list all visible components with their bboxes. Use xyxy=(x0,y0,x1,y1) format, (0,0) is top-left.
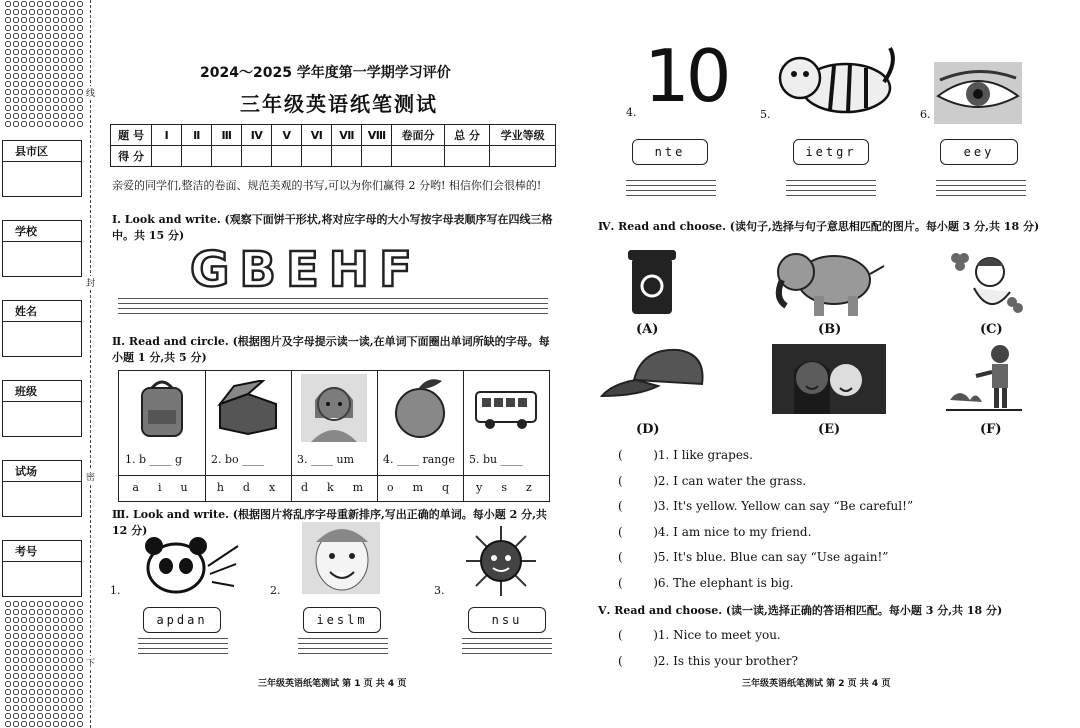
cut-mark: 线 xyxy=(86,86,95,99)
letter-options[interactable]: d k m xyxy=(300,481,368,494)
score-header-cell: Ⅷ xyxy=(362,125,392,146)
scrambled-word-box: apdan xyxy=(143,607,221,633)
dot-pattern-top xyxy=(4,0,84,128)
score-cell[interactable] xyxy=(272,146,302,167)
scrambled-word-box: ieslm xyxy=(303,607,381,633)
match-question[interactable]: ( )1. I like grapes. xyxy=(618,448,753,462)
letter-options[interactable]: o m q xyxy=(386,481,454,494)
intro-text: 亲爱的同学们,整洁的卷面、规范美观的书写,可以为你们赢得 2 分哟! 相信你们会很棒的! xyxy=(112,179,542,192)
item-number: 1. xyxy=(110,584,121,597)
score-table xyxy=(110,124,556,167)
item-number: 5. xyxy=(760,108,771,121)
sun-icon xyxy=(456,526,546,596)
field-label: 试场 xyxy=(3,461,81,482)
answer-lines[interactable] xyxy=(936,180,1026,200)
match-question[interactable]: ( )5. It's blue. Blue can say “Use again!” xyxy=(618,550,889,565)
year-title: 2024～2025 学年度第一学期学习评价 xyxy=(200,65,451,81)
cut-mark: 下 xyxy=(86,656,95,669)
read-circle-item xyxy=(377,371,464,501)
score-header-cell: Ⅴ xyxy=(272,125,302,146)
score-header-cell: 学业等级 xyxy=(490,125,556,146)
score-cell[interactable] xyxy=(392,146,444,167)
answer-lines[interactable] xyxy=(138,638,228,658)
score-header-cell: Ⅱ xyxy=(182,125,212,146)
read-circle-item xyxy=(463,371,549,501)
section5-title: Ⅴ. Read and choose. (读一读,选择正确的答语相匹配。每小题 3 分,共 18 分) xyxy=(598,604,1003,617)
match-question[interactable]: ( )4. I am nice to my friend. xyxy=(618,524,812,539)
elephant-icon xyxy=(770,244,888,318)
score-cell[interactable] xyxy=(490,146,556,167)
friends-photo-icon xyxy=(772,344,886,414)
read-circle-item xyxy=(291,371,378,501)
item-number: 4. xyxy=(626,106,637,119)
word-prompt: 3. ____ um xyxy=(297,453,355,466)
orange-icon xyxy=(377,375,463,441)
backpack-icon xyxy=(119,375,205,441)
match-question[interactable]: ( )2. Is this your brother? xyxy=(618,653,798,668)
tiger-icon xyxy=(774,42,900,122)
score-cell[interactable] xyxy=(362,146,392,167)
section1-title: Ⅰ. Look and write. (观察下面饼干形状,将对应字母的大小写按字母表顺序写在四线三格中。共 15 分) xyxy=(112,213,553,242)
field-name[interactable] xyxy=(2,300,82,357)
item-number: 2. xyxy=(270,584,281,597)
score-cell[interactable] xyxy=(182,146,212,167)
field-label: 姓名 xyxy=(3,301,81,322)
footer-right: 三年级英语纸笔测试 第 2 页 共 4 页 xyxy=(742,679,891,689)
read-circle-grid xyxy=(118,370,550,502)
panda-icon xyxy=(128,526,240,596)
cut-mark: 密 xyxy=(86,470,95,483)
choice-label: (D) xyxy=(636,422,660,437)
score-header-cell: Ⅲ xyxy=(212,125,242,146)
section2-title: Ⅱ. Read and circle. (根据图片及字母提示读一读,在单词下面圈出单词所缺的字母。每小题 1 分,共 5 分) xyxy=(112,335,550,364)
choice-label: (F) xyxy=(980,422,1002,437)
field-county[interactable] xyxy=(2,140,82,197)
field-label: 县市区 xyxy=(3,141,81,162)
eye-icon xyxy=(934,62,1022,124)
number-ten: 10 xyxy=(644,34,728,118)
score-header-cell: Ⅰ xyxy=(152,125,182,146)
choice-label: (E) xyxy=(818,422,841,437)
grapes-girl-icon xyxy=(944,244,1024,318)
score-header-cell: 卷面分 xyxy=(392,125,444,146)
choice-label: (A) xyxy=(636,322,659,337)
recycle-bin-icon xyxy=(624,244,680,316)
cookie-letters: GBEHF xyxy=(190,242,422,298)
scrambled-word-box: nte xyxy=(632,139,708,165)
choice-label: (C) xyxy=(980,322,1003,337)
score-header-cell: Ⅵ xyxy=(302,125,332,146)
field-exam-number[interactable] xyxy=(2,540,82,597)
scrambled-word-box: nsu xyxy=(468,607,546,633)
score-header-cell: Ⅳ xyxy=(242,125,272,146)
score-cell[interactable] xyxy=(212,146,242,167)
mum-icon xyxy=(291,375,377,441)
item-number: 6. xyxy=(920,108,931,121)
read-circle-item xyxy=(119,371,206,501)
item-number: 3. xyxy=(434,584,445,597)
section3-title: Ⅲ. Look and write. (根据图片将乱序字母重新排序,写出正确的单词。每小题 2 分,共 12 分) xyxy=(112,508,547,537)
binding-strip xyxy=(0,0,92,728)
word-prompt: 1. b ____ g xyxy=(125,453,183,466)
section4-title: Ⅳ. Read and choose. (读句子,选择与句子意思相匹配的图片。每小题 3 分,共 18 分) xyxy=(598,220,1040,233)
box-icon xyxy=(205,375,291,441)
score-cell[interactable] xyxy=(444,146,490,167)
smiling-girl-icon xyxy=(302,522,380,594)
field-label: 学校 xyxy=(3,221,81,242)
cut-line xyxy=(90,0,91,728)
bus-icon xyxy=(463,375,549,441)
score-row-label: 得 分 xyxy=(111,146,152,167)
answer-lines[interactable] xyxy=(786,180,876,200)
dot-pattern-bottom xyxy=(4,600,84,728)
field-label: 考号 xyxy=(3,541,81,562)
letter-options[interactable]: a i u xyxy=(132,481,192,494)
scrambled-word-box: ietgr xyxy=(793,139,869,165)
watering-boy-icon xyxy=(946,342,1022,416)
choice-label: (B) xyxy=(818,322,842,337)
score-header-cell: 总 分 xyxy=(444,125,490,146)
score-cell[interactable] xyxy=(302,146,332,167)
field-exam-room[interactable] xyxy=(2,460,82,517)
scrambled-word-box: eey xyxy=(940,139,1018,165)
score-cell[interactable] xyxy=(152,146,182,167)
field-label: 班级 xyxy=(3,381,81,402)
answer-lines[interactable] xyxy=(462,638,552,658)
cap-icon xyxy=(598,344,710,404)
match-question[interactable]: ( )3. It's yellow. Yellow can say “Be careful!” xyxy=(618,499,914,514)
writing-lines[interactable] xyxy=(118,298,548,318)
score-cell[interactable] xyxy=(332,146,362,167)
field-school[interactable] xyxy=(2,220,82,277)
answer-lines[interactable] xyxy=(298,638,388,658)
cut-mark: 封 xyxy=(86,276,95,289)
footer-left: 三年级英语纸笔测试 第 1 页 共 4 页 xyxy=(258,679,407,689)
match-question[interactable]: ( )2. I can water the grass. xyxy=(618,473,807,488)
score-cell[interactable] xyxy=(242,146,272,167)
match-question[interactable]: ( )1. Nice to meet you. xyxy=(618,628,781,642)
score-header-cell: 题 号 xyxy=(111,125,152,146)
word-prompt: 5. bu ____ xyxy=(469,453,523,466)
letter-options[interactable]: h d x xyxy=(216,481,280,494)
word-prompt: 2. bo ____ xyxy=(211,453,265,466)
exam-title: 三年级英语纸笔测试 xyxy=(240,92,438,116)
letter-options[interactable]: y s z xyxy=(476,481,536,494)
match-question[interactable]: ( )6. The elephant is big. xyxy=(618,576,794,590)
field-class[interactable] xyxy=(2,380,82,437)
read-circle-item xyxy=(205,371,292,501)
word-prompt: 4. ____ range xyxy=(383,453,455,466)
score-header-cell: Ⅶ xyxy=(332,125,362,146)
answer-lines[interactable] xyxy=(626,180,716,200)
